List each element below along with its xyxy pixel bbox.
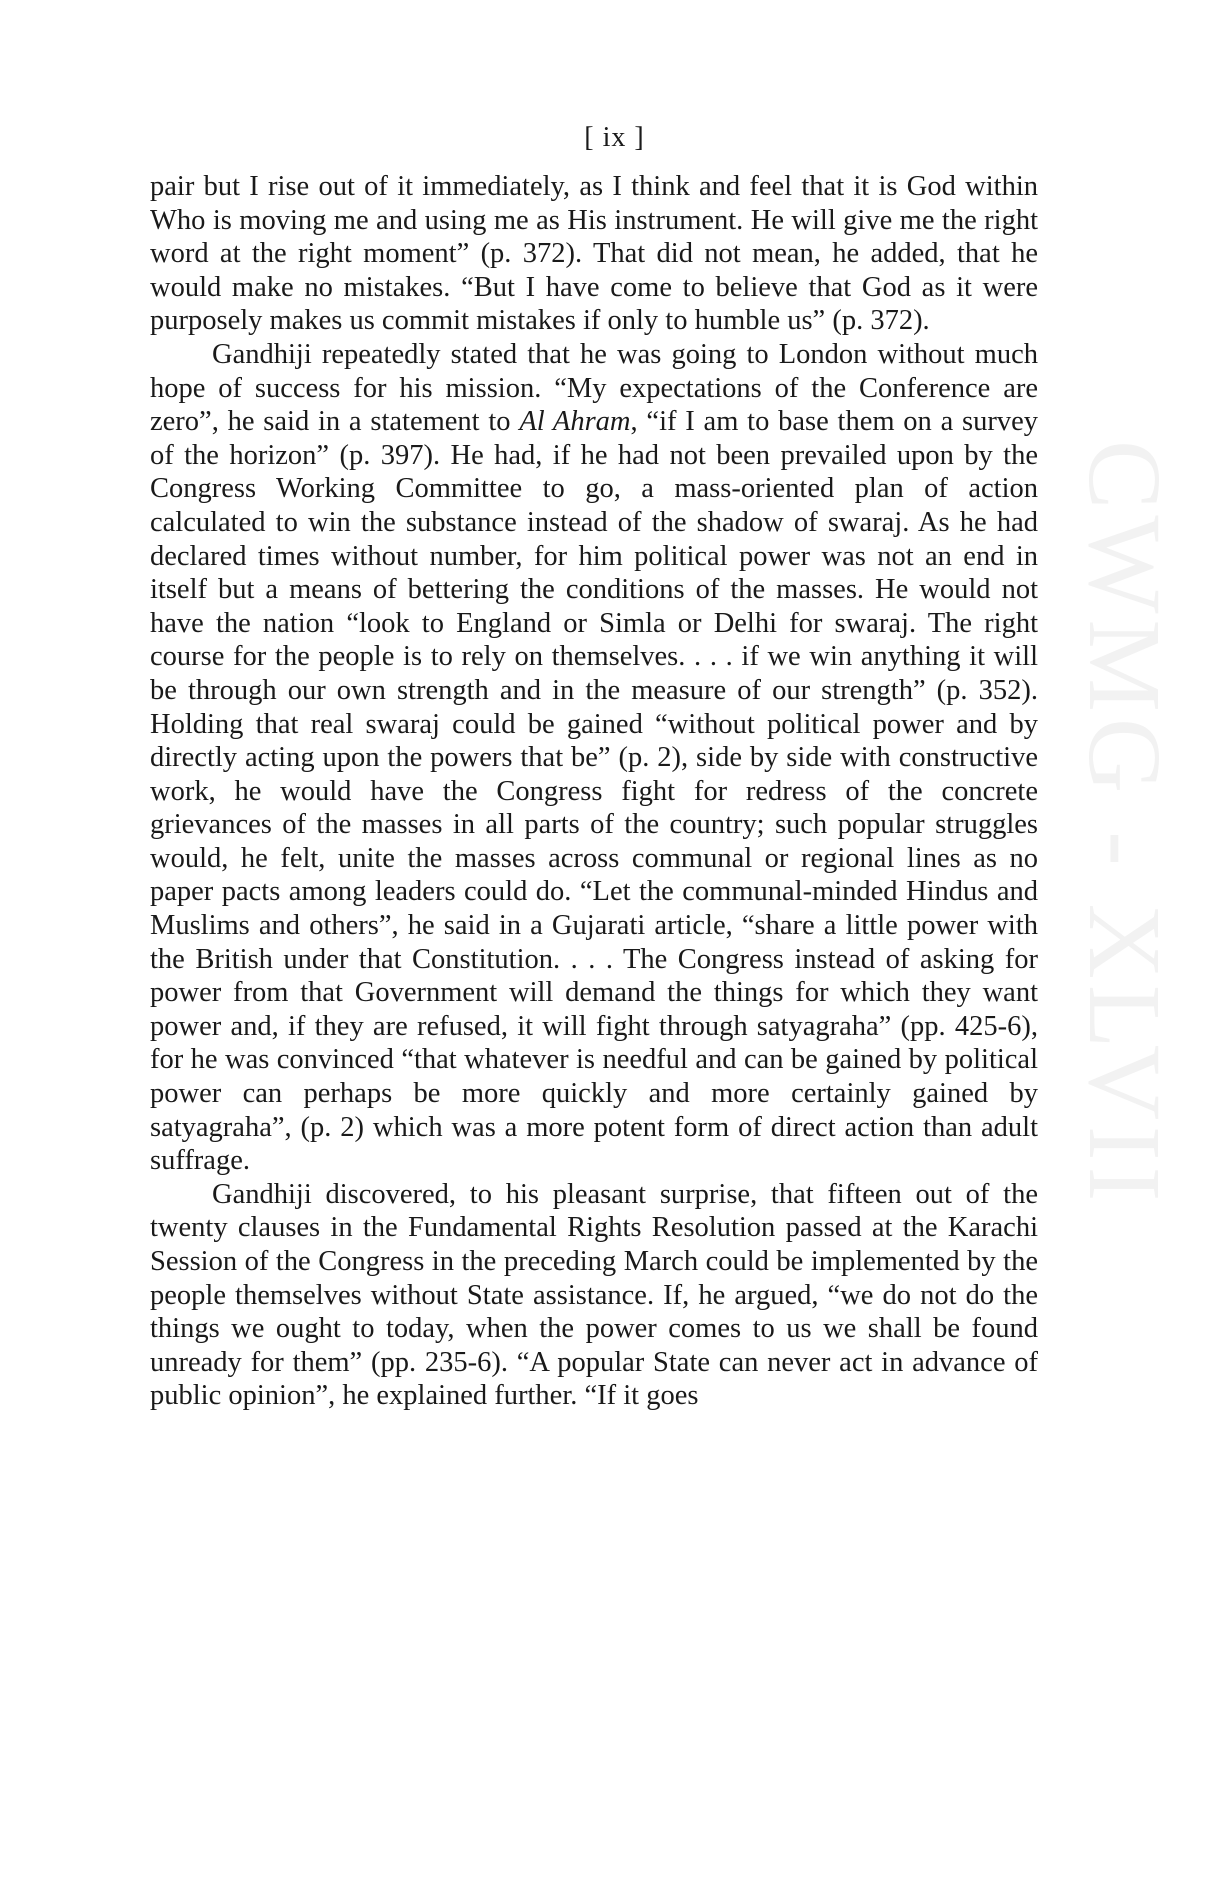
paragraph-3 — [150, 1178, 1038, 1413]
watermark: CWMG - XLVII — [1067, 440, 1182, 1208]
paragraph-2-text-start: Gandhiji repeatedly stated that he was going to London without much hope of success for his mission. “My expectations of the Conference are zero”, he said in a statement to — [150, 338, 1038, 438]
paragraph-3-text: Gandhiji discovered, to his pleasant surprise, that fifteen out of the twenty clauses in the Fundamental Rights Resolution passed at the Karachi Session of the Congress in the preceding March could be implemented by the people themselves without State assistance. If, he argued, “we do not do the things we ought to today, when the power comes to us we shall be found unready for them” (pp. 235-6). “A popular State can never act in advance of public opinion”, he explained further. “If it goes — [150, 1178, 1038, 1412]
body-text — [150, 170, 1038, 1413]
newspaper-title: Al Ahram — [519, 406, 631, 438]
paragraph-2 — [150, 338, 1038, 1178]
page-number: [ ix ] — [584, 122, 645, 153]
paragraph-1-text: pair but I rise out of it immediately, as I think and feel that it is God within Who is moving me and using me as His instrument. He will give me the right word at the right moment” (p. 372). That did not mean, he added, that he would make no mistakes. “But I have come to believe that God as it were purposely makes us commit mistakes if only to humble us” (p. 372). — [150, 171, 1038, 337]
paragraph-2-text-end: , “if I am to base them on a survey of the horizon” (p. 397). He had, if he had not been prevailed upon by the Congress Working Committee to go, a mass-oriented plan of action calculated to win the substance instead of the shadow of swaraj. As he had declared times without number, for him political power was not an end in itself but a means of bettering the conditions of the masses. He would not have the nation “look to England or Simla or Delhi for swaraj. The right course for the people is to rely on themselves. . . . if we win anything it will be through our own strength and in the measure of our strength” (p. 352). Holding that real swaraj could be gained “without political power and by directly acting upon the powers that be” (p. 2), side by side with constructive work, he would have the Congress fight for redress of the concrete grievances of the masses in all parts of the country; such popular struggles would, he felt, unite the masses across communal or regional lines as no paper pacts among leaders could do. “Let the communal-minded Hindus and Muslims and others”, he said in a Gujarati article, “share a little power with the British under that Constitution. . . . The Congress instead of asking for power from that Government will demand the things for which they want power and, if they are refused, it will fight through satyagraha” (pp. 425-6), for he was convinced “that whatever is needful and can be gained by political power can perhaps be more quickly and more certainly gained by satyagraha”, (p. 2) which was a more potent form of direct action than adult suffrage. — [150, 406, 1038, 1177]
paragraph-1 — [150, 170, 1038, 338]
